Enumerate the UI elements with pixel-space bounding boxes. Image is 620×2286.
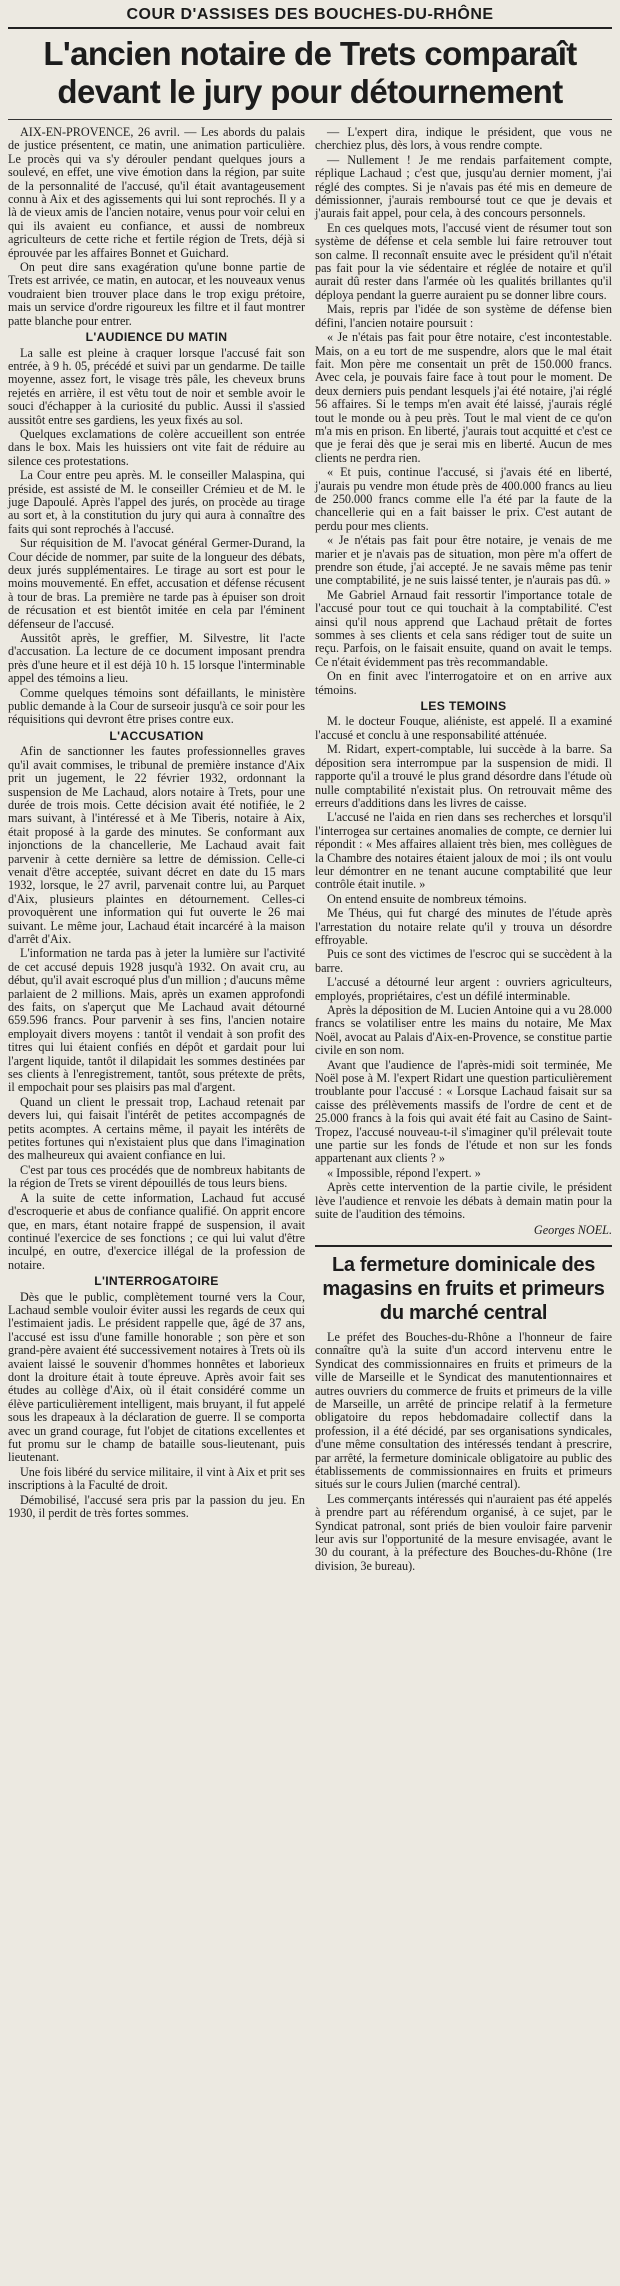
subheading: LES TEMOINS bbox=[420, 699, 507, 714]
paragraph: L'information ne tarda pas à jeter la lumière sur l'activité de cet accusé depuis 1928 jusqu'à 1932. On avait cru, au début, qu'il avait escroqué plus d'un million ; d'aucuns même parlaient de 2 millions. Mais, après un examen approfondi des faits, on s'aperçut que Me Lachaud avait détourné 659.596 francs. Pour parvenir à ses fins, l'ancien notaire employait divers moyens : tantôt il vendait à son profit des titres qui lui étaient confiés en dépôt et gardait pour lui l'argent liquide, tantôt il dilapidait les sommes destinées par ses clients à l'enregistrement, tantôt, sous prétexte de prêts, il empochait pour ses plaisirs pas mal d'argent. bbox=[8, 946, 305, 1095]
paragraph: Avant que l'audience de l'après-midi soit terminée, Me Noël pose à M. l'expert Ridart une question particulièrement troublante pour l'accusé : « Lorsque Lachaud faisait sur sa caisse des prélèvements massifs de l'ordre de cent et de 25.000 francs à la fois qui avait été fait au Casino de Saint-Tropez, l'accusé nouveau-t-il s'imaginer qu'il prélevait toute une partie sur les fonds de l'étude et non sur les fonds appartenant aux clients ? » bbox=[315, 1057, 612, 1166]
subheading: L'AUDIENCE DU MATIN bbox=[85, 330, 228, 345]
paragraph: M. Ridart, expert-comptable, lui succède à la barre. Sa déposition sera interrompue par la suspension de midi. Il rapporte qu'il a trouvé le plus grand désordre dans l'étude où nulle comptabilité n'existait plus. On retrouvait même des erreurs d'additions dans les livres de caisse. bbox=[315, 742, 612, 810]
paragraph: Afin de sanctionner les fautes professionnelles graves qu'il avait commises, le tribunal de première instance d'Aix prit un jugement, le 22 février 1932, ordonnant la suspension de Me Lachaud, alors notaire à Trets, pour une durée de trois mois. Cette décision avait été notifiée, le 2 mars suivant, à l'intéressé et à Me Tiberis, notaire à Aix, était proposé à la garde des minutes. Se conformant aux injonctions de la chancellerie, Me Lachaud avait fait parvenir à cette dernière sa lettre de démission. Celle-ci venait d'être acceptée, suivant décret en date du 15 mars 1932, lorsque, le 27 avril, parvenait contre lui, au Parquet d'Aix, plusieurs plaintes en détournement. Celles-ci provoquèrent une information qui fut ouverte le 26 mai suivant. Le même jour, Lachaud était incarcéré à la maison d'arrêt d'Aix. bbox=[8, 744, 305, 946]
paragraph: L'accusé a détourné leur argent : ouvriers agriculteurs, employés, propriétaires, c'est un défilé interminable. bbox=[315, 975, 612, 1003]
kicker: COUR D'ASSISES DES BOUCHES-DU-RHÔNE bbox=[126, 6, 494, 23]
byline-signature: Georges NOEL. bbox=[533, 1222, 612, 1237]
paragraph: Quelques exclamations de colère accueillent son entrée dans le box. Mais les huissiers ont vite fait de réduire au silence ces protestations. bbox=[8, 426, 305, 468]
paragraph: Comme quelques témoins sont défaillants, le ministère public demande à la Cour de surseoir jusqu'à ce soir pour les réquisitions qui devront être prises contre eux. bbox=[8, 685, 305, 727]
paragraph: Les commerçants intéressés qui n'auraient pas été appelés à prendre part au référendum organisé, à ce sujet, par le Syndicat patronal, sont priés de bien vouloir faire parvenir leur avis sur l'opportunité de la mesure envisagée, avant le 30 du courant, à la préfecture des Bouches-du-Rhône (1re division, 3e bureau). bbox=[315, 1491, 612, 1573]
paragraph: Mais, repris par l'idée de son système de défense bien défini, l'ancien notaire poursuit : bbox=[315, 302, 612, 330]
paragraph: Après cette intervention de la partie civile, le président lève l'audience et renvoie les débats à demain matin pour la suite de l'audition des témoins. bbox=[315, 1180, 612, 1222]
paragraph: « Et puis, continue l'accusé, si j'avais été en liberté, j'aurais pu vendre mon étude près de 400.000 francs au lieu de 250.000 francs comme elle l'a été par la faute de la chancellerie qui en a fait baisser le prix. C'est autant de perdu pour mes clients. bbox=[315, 465, 612, 533]
paragraph: La salle est pleine à craquer lorsque l'accusé fait son entrée, à 9 h. 05, précédé et suivi par un gendarme. De taille moyenne, assez fort, le visage très pâle, les cheveux bruns rejetés en arrière, il est vêtu tout de noir et semble avoir le souci d'échapper à la curiosité du public. Aussi il s'assied aussitôt entre ses gardiens, les yeux fixés au sol. bbox=[8, 345, 305, 427]
paragraph: Quand un client le pressait trop, Lachaud retenait par devers lui, qui faisait l'intérêt de petites accompagnés de petits acomptes. A certains même, il payait les intérêts de petites fortunes qui n'existaient plus que dans l'imagination des malheureux qui avaient confiance en lui. bbox=[8, 1094, 305, 1163]
notice-title: La fermeture dominicale des magasins en fruits et primeurs du marché central bbox=[322, 1253, 605, 1324]
kicker-banner bbox=[8, 4, 612, 29]
paragraph: Après la déposition de M. Lucien Antoine qui a vu 28.000 francs se volatiliser entre les mains du notaire, Me Max Noël, avocat au Palais d'Aix-en-Provence, se constitue partie civile en son nom. bbox=[315, 1003, 612, 1058]
paragraph: « Je n'étais pas fait pour être notaire, je venais de me marier et je n'avais pas de situation, mon père m'a offert de prendre son étude, j'ai accepté. Je ne savais même pas tenir une comptabilité, je ne suis laissé tenter, je n'aurais pas dû. » bbox=[315, 533, 612, 588]
paragraph: — Nullement ! Je me rendais parfaitement compte, réplique Lachaud ; c'est que, jusqu'au dernier moment, j'ai réglé des comptes. Si je n'avais pas été mis en demeure de démissionner, j'aurais remboursé tout ce que je devais et j'aurais fait appel, pour cela, à des concours personnels. bbox=[315, 152, 612, 221]
paragraph: La Cour entre peu après. M. le conseiller Malaspina, qui préside, est assisté de M. le conseiller Crémieu et de M. le juge Dapoulé. Après l'appel des jurés, on procède au tirage au sort et, à la constitution du jury qui aura à connaître des faits qui sont reprochés à l'accusé. bbox=[8, 468, 305, 536]
headline: L'ancien notaire de Trets comparaît devant le jury pour détournement bbox=[8, 29, 612, 120]
paragraph: « Impossible, répond l'expert. » bbox=[327, 1165, 481, 1180]
paragraph: A la suite de cette information, Lachaud fut accusé d'escroquerie et abus de confiance qualifié. On apprit encore que, en mars, étant notaire frappé de suspension, il avait continué l'exercice de ses fonctions ; ce qui lui valut d'être inculpé, en outre, d'exercice illégal de la profession de notaire. bbox=[8, 1190, 305, 1272]
paragraph: En ces quelques mots, l'accusé vient de résumer tout son système de défense et cela semble lui faire retrouver tout son calme. Il reconnaît ensuite avec le président qu'il n'était pas fait pour la vie sédentaire et réglée de notaire et qu'il aurait dû rester dans l'armée où les qualités brillantes qu'il déploya pendant la guerre auraient pu se donner libre cours. bbox=[315, 220, 612, 302]
paragraph: Une fois libéré du service militaire, il vint à Aix et prit ses inscriptions à la Faculté de droit. bbox=[8, 1464, 305, 1493]
paragraph: Me Théus, qui fut chargé des minutes de l'étude après l'arrestation du notaire relate qu'il y trouva un désordre effroyable. bbox=[315, 906, 612, 947]
paragraph: AIX-EN-PROVENCE, 26 avril. — Les abords du palais de justice présentent, ce matin, une animation particulière. Le procès qui va s'y dérouler pendant quelques jours a soulevé, en effet, une vive émotion dans la région, par suite de la personnalité de l'accusé, qu'il était avantageusement connu à Aix et des agissements qui lui sont reprochés. Il y a là de vieux amis de l'ancien notaire, venus pour voir celui en qui ils avaient eu confiance, et aussi de nombreux agriculteurs de cette riche et fertile région de Trets, déjà si éprouvée par les affaires Bonnet et Guichard. bbox=[8, 125, 305, 260]
paragraph: Le préfet des Bouches-du-Rhône a l'honneur de faire connaître qu'à la suite d'un accord intervenu entre le Syndicat des commissionnaires en fruits et primeurs de la ville de Marseille et le Syndicat des manutentionnaires et autres ouvriers du commerce de fruits et primeurs de la ville de Marseille, un arrêté de principe relatif à la fermeture obligatoire du repos hebdomadaire collectif dans la profession, il a été décidé, par ses organisations syndicales, d'une même consultation des intéressés tendant à prescrire, par arrêté, la fermeture dominicale obligatoire au public des établissements de commissionnaires en fruits et primeurs situés sur le cours Julien (marché central). bbox=[315, 1329, 612, 1492]
paragraph: M. le docteur Fouque, aliéniste, est appelé. Il a examiné l'accusé et conclu à une responsabilité atténuée. bbox=[315, 714, 612, 742]
paragraph: — L'expert dira, indique le président, que vous ne cherchiez plus, dès lors, à vous rendre compte. bbox=[315, 125, 612, 153]
paragraph: On en finit avec l'interrogatoire et on en arrive aux témoins. bbox=[315, 669, 612, 697]
article-columns bbox=[8, 126, 612, 1574]
paragraph: L'accusé ne l'aida en rien dans ses recherches et lorsqu'il l'interrogea sur certaines anomalies de compte, ce dernier lui répondit : « Mes affaires allaient très bien, mes collègues de la Chambre des notaires étaient jaloux de moi ; ils ont voulu leur démontrer en ne tenant aucune comptabilité que leur contrôle était inutile. » bbox=[315, 810, 612, 892]
paragraph: On entend ensuite de nombreux témoins. bbox=[327, 891, 527, 906]
paragraph: Sur réquisition de M. l'avocat général Germer-Durand, la Cour décide de nommer, par suite de la longueur des débats, deux jurés supplémentaires. Le tirage au sort est pour le moins mouvementé. En effet, accusation et défense récusent à tour de bras. La première ne tarde pas à épuiser son droit de récusation et est bientôt imitée en cela par l'éminent défenseur de l'accusé. bbox=[8, 536, 305, 631]
left-column bbox=[8, 126, 305, 1574]
subheading: L'ACCUSATION bbox=[109, 728, 204, 743]
paragraph: Puis ce sont des victimes de l'escroc qui se succèdent à la barre. bbox=[315, 947, 612, 975]
paragraph: C'est par tous ces procédés que de nombreux habitants de la région de Trets se virent dépouillés de tous leurs biens. bbox=[8, 1162, 305, 1191]
paragraph: Dès que le public, complètement tourné vers la Cour, Lachaud semble vouloir éviter aussi les regards de ceux qui l'estimaient jadis. Le président rappelle que, âgé de 37 ans, l'accusé est issu d'une famille honorable ; son père et son grand-père avaient été successivement notaires à Trets où ils avaient laissé le souvenir d'hommes honnêtes et laborieux dont la droiture était à toute épreuve. Après avoir fait ses études au collège d'Aix, où il était considéré comme un élève particulièrement intelligent, mais bruyant, il fut appelé sous les drapeaux à la déclaration de guerre. Il se comporta avec un grand courage, fut l'objet de citations excellentes et fut promu sur le champ de bataille sous-lieutenant, puis lieutenant. bbox=[8, 1289, 305, 1465]
paragraph: « Je n'étais pas fait pour être notaire, c'est incontestable. Mais, on a eu tort de me suspendre, alors que le mal était fait. Mon père me consentait un prêt de 150.000 francs. Avec cela, je pouvais faire face à tout pour le moment. De deux derniers puis pendant lesquels j'ai été notaire, j'ai réglé 56 affaires. Si le temps m'en avait été laissé, j'aurais réglé tout le monde ou à peu près. Tout le mal vient de ce qu'on m'a mis en prison. En liberté, j'aurais tout acquitté et c'est ce que je ferai dès que je serai mis en liberté. Aucun de mes clients ne perdra rien. bbox=[315, 330, 612, 465]
market-notice bbox=[315, 1245, 612, 1573]
paragraph: Me Gabriel Arnaud fait ressortir l'importance totale de l'accusé pour tout ce qui touchait à la comptabilité. C'est ainsi qu'il nous apprend que Lachaud prêtait de fortes sommes à ses clients et cela sans rédiger tout de suite un reçu. Parfois, on le faisait ensuite, quand on avait le temps. Ce n'était évidemment pas très recommandable. bbox=[315, 587, 612, 669]
right-column bbox=[315, 126, 612, 1574]
subheading: L'INTERROGATOIRE bbox=[94, 1274, 219, 1289]
paragraph: On peut dire sans exagération qu'une bonne partie de Trets est arrivée, ce matin, en autocar, et les nouveaux venus voudraient bien trouver place dans le trop exigu prétoire, mais un service d'ordre rigoureux les filtre et il faut montrer patte blanche pour entrer. bbox=[8, 260, 305, 328]
paragraph: Démobilisé, l'accusé sera pris par la passion du jeu. En 1930, il perdit de très fortes sommes. bbox=[8, 1492, 305, 1521]
paragraph: Aussitôt après, le greffier, M. Silvestre, lit l'acte d'accusation. La lecture de ce document imposant prendra près d'une heure et il est déjà 10 h. 15 lorsque l'interminable appel des témoins a lieu. bbox=[8, 631, 305, 686]
